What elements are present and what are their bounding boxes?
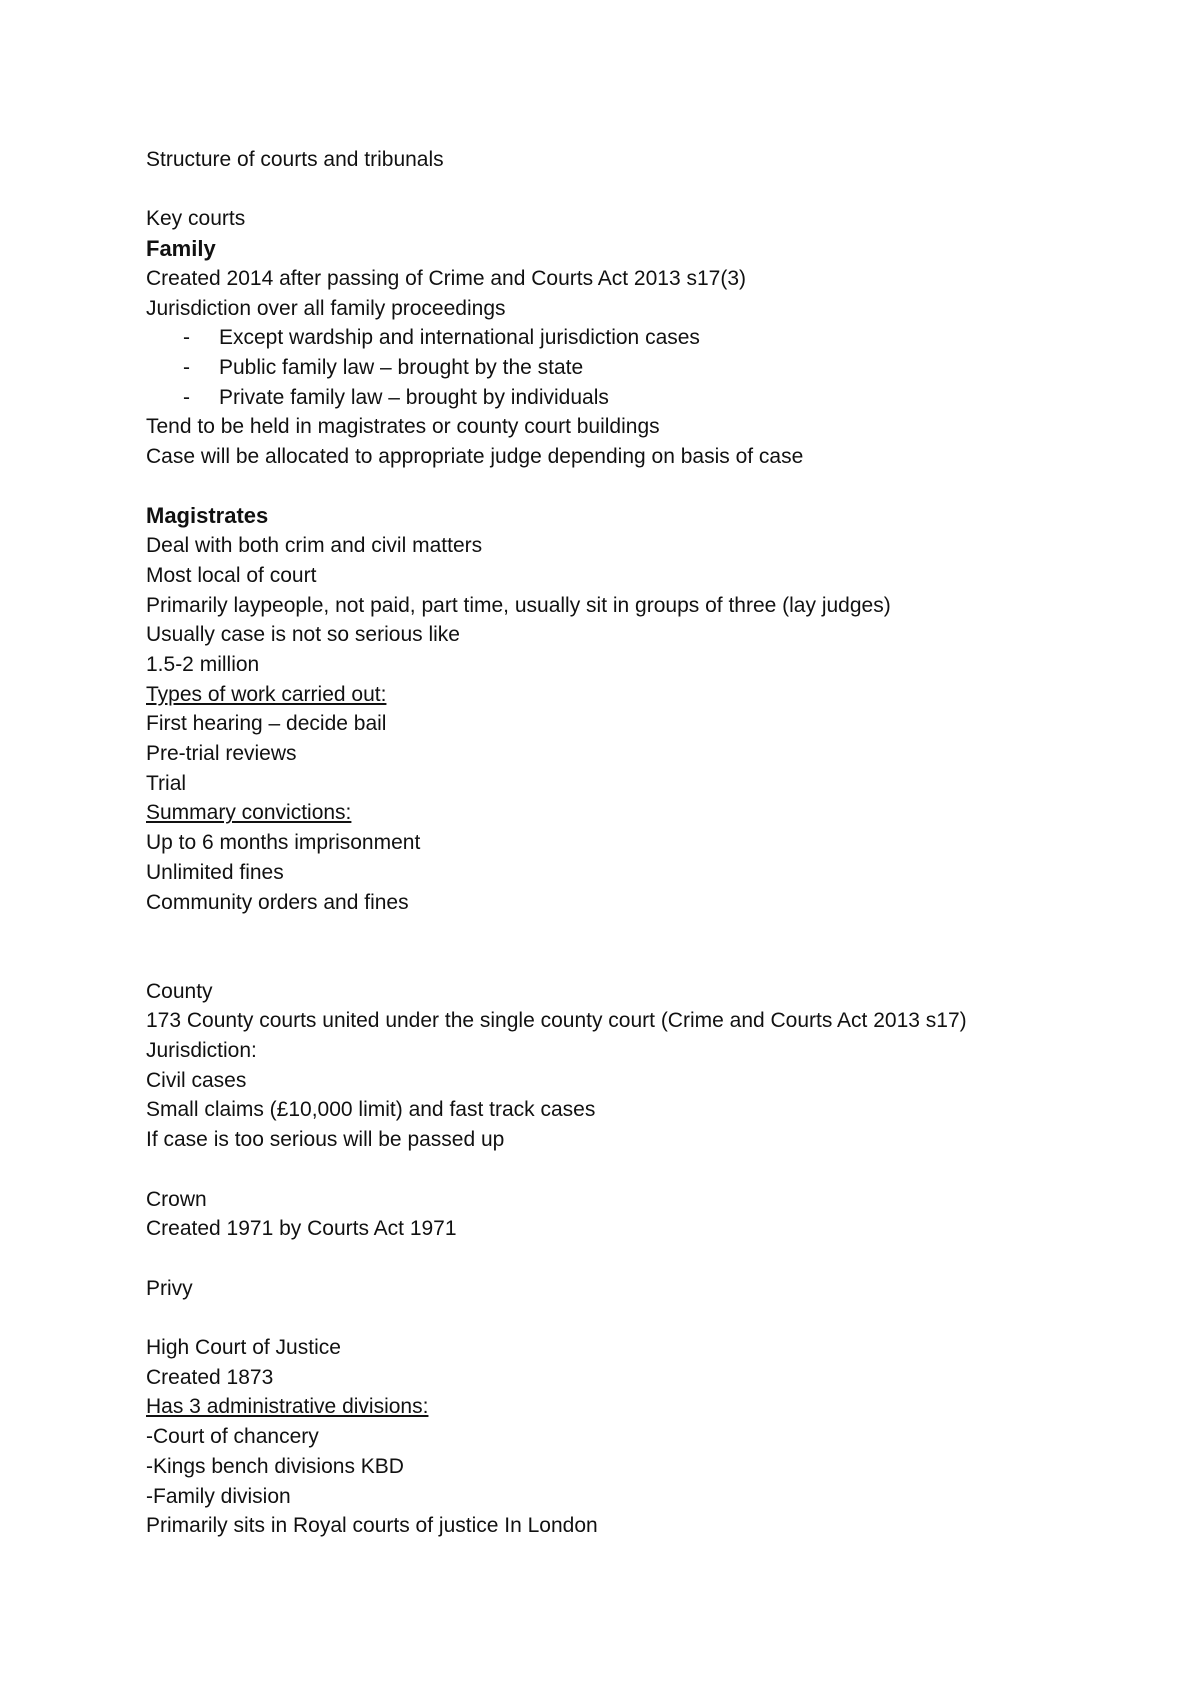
spacer (146, 917, 1106, 947)
magistrates-line: 1.5-2 million (146, 652, 260, 676)
document-page (146, 145, 1106, 1541)
division-item: -Court of chancery (146, 1425, 319, 1449)
county-line: Jurisdiction: (146, 1039, 257, 1063)
bullet-text: Public family law – brought by the state (219, 355, 584, 379)
work-item: Trial (146, 771, 187, 795)
heading-magistrates: Magistrates (146, 503, 269, 529)
heading-family: Family (146, 236, 216, 262)
list-item (146, 383, 1106, 413)
magistrates-line: Usually case is not so serious like (146, 623, 460, 647)
magistrates-line: Primarily laypeople, not paid, part time, usually sit in groups of three (lay judges) (146, 593, 891, 617)
magistrates-line: Most local of court (146, 563, 317, 587)
family-line: Jurisdiction over all family proceedings (146, 296, 506, 320)
magistrates-line: Deal with both crim and civil matters (146, 534, 483, 558)
spacer (146, 472, 1106, 502)
heading-crown: Crown (146, 1187, 207, 1211)
summary-item: Unlimited fines (146, 860, 284, 884)
high-court-line: Primarily sits in Royal courts of justice In London (146, 1514, 598, 1538)
division-item: -Kings bench divisions KBD (146, 1454, 404, 1478)
high-court-line: Created 1873 (146, 1365, 274, 1389)
list-item (146, 323, 1106, 353)
bullet-text: Except wardship and international jurisdiction cases (219, 326, 700, 350)
county-line: Small claims (£10,000 limit) and fast track cases (146, 1098, 596, 1122)
bullet-dash: - (183, 385, 190, 409)
heading-county: County (146, 979, 213, 1003)
heading-privy: Privy (146, 1276, 193, 1300)
summary-item: Community orders and fines (146, 890, 409, 914)
family-line: Created 2014 after passing of Crime and Courts Act 2013 s17(3) (146, 266, 746, 290)
spacer (146, 1244, 1106, 1274)
county-line: If case is too serious will be passed up (146, 1128, 505, 1152)
county-line: 173 County courts united under the single county court (Crime and Courts Act 2013 s17) (146, 1009, 967, 1033)
crown-line: Created 1971 by Courts Act 1971 (146, 1217, 457, 1241)
bullet-text: Private family law – brought by individuals (219, 385, 609, 409)
spacer (146, 175, 1106, 205)
county-line: Civil cases (146, 1068, 247, 1092)
subheading-divisions: Has 3 administrative divisions: (146, 1395, 429, 1419)
spacer (146, 1155, 1106, 1185)
family-line: Case will be allocated to appropriate judge depending on basis of case (146, 445, 804, 469)
section-label-key-courts: Key courts (146, 207, 246, 231)
bullet-dash: - (183, 355, 190, 379)
summary-item: Up to 6 months imprisonment (146, 831, 421, 855)
document-title: Structure of courts and tribunals (146, 148, 444, 171)
work-item: Pre-trial reviews (146, 742, 297, 766)
list-item (146, 353, 1106, 383)
bullet-dash: - (183, 326, 190, 350)
heading-high-court: High Court of Justice (146, 1336, 341, 1360)
spacer (146, 947, 1106, 977)
subheading-summary-convictions: Summary convictions: (146, 801, 352, 825)
family-line: Tend to be held in magistrates or county court buildings (146, 415, 660, 439)
division-item: -Family division (146, 1484, 291, 1508)
spacer (146, 1303, 1106, 1333)
work-item: First hearing – decide bail (146, 712, 387, 736)
subheading-types-of-work: Types of work carried out: (146, 682, 387, 706)
